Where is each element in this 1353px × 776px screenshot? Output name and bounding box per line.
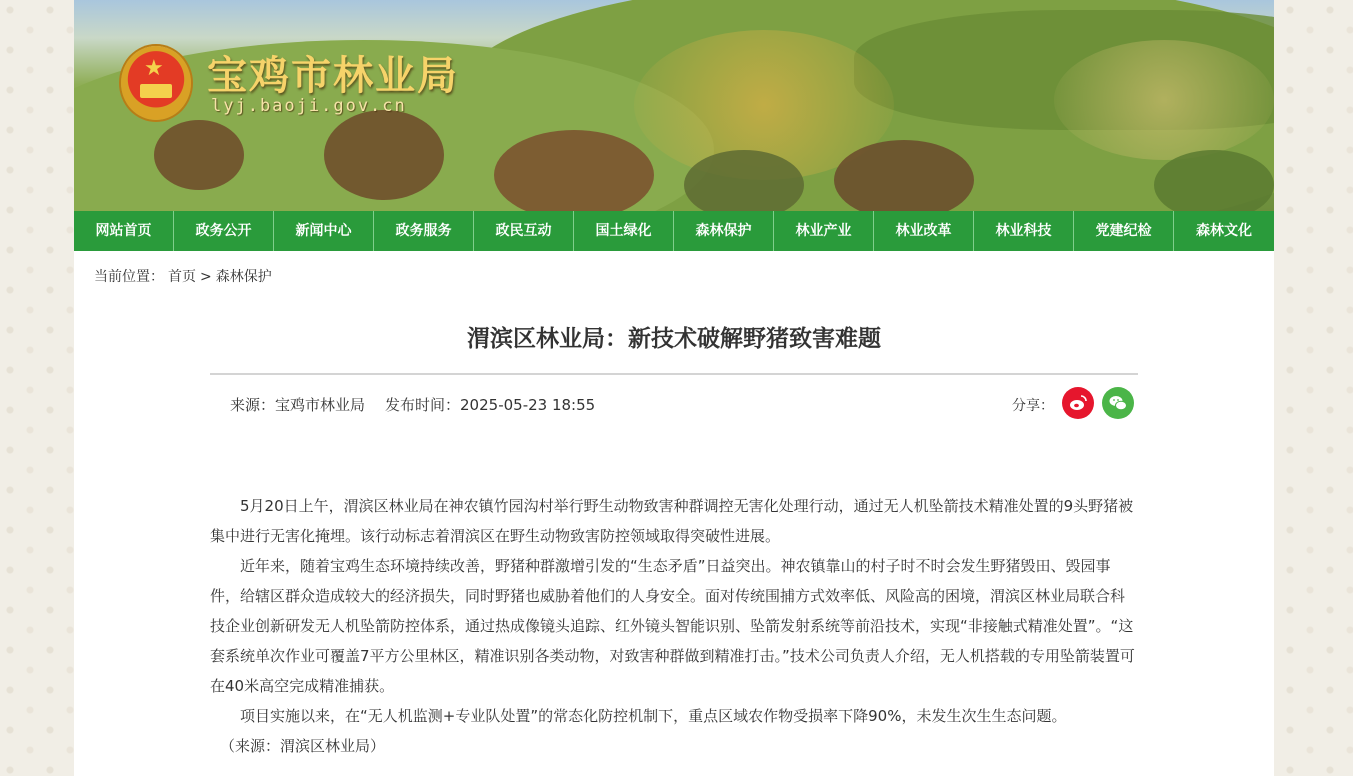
article-paragraph: 5月20日上午，渭滨区林业局在神农镇竹园沟村举行野生动物致害种群调控无害化处理行动，通过无人机坠箭技术精准处置的9头野猪被集中进行无害化掩埋。该行动标志着渭滨区在野生动物致害防控领域取得突破性进展。 (210, 497, 1134, 545)
national-emblem-icon: ★ (121, 46, 191, 120)
wechat-share-button[interactable] (1102, 387, 1134, 419)
article-paragraph: 项目实施以来，在“无人机监测+专业队处置”的常态化防控机制下，重点区域农作物受损率下降90%，未发生次生生态问题。 (240, 707, 1067, 725)
breadcrumb-home[interactable]: 首页 (168, 269, 196, 285)
article-meta (230, 394, 595, 415)
article-body (210, 491, 1138, 761)
article-source-note: （来源：渭滨区林业局） (220, 737, 386, 755)
header-banner (74, 0, 1274, 211)
nav-item-government-services[interactable]: 政务服务 (374, 211, 474, 251)
article-title: 渭滨区林业局：新技术破解野猪致害难题 (467, 326, 881, 352)
site-domain: lyj.baoji.gov.cn (211, 96, 407, 116)
nav-item-forestry-industry[interactable]: 林业产业 (774, 211, 874, 251)
site-name[interactable]: 宝鸡市林业局 (207, 53, 459, 99)
wechat-icon (1108, 393, 1128, 413)
nav-item-land-greening[interactable]: 国土绿化 (574, 211, 674, 251)
share-label: 分享： (1012, 398, 1054, 414)
nav-item-government-affairs[interactable]: 政务公开 (174, 211, 274, 251)
nav-item-forest-culture[interactable]: 森林文化 (1196, 223, 1252, 239)
nav-item-party-discipline[interactable]: 党建纪检 (1074, 211, 1174, 251)
breadcrumb-prefix: 当前位置： (94, 269, 164, 285)
page-container (74, 0, 1274, 776)
article-source: 来源：宝鸡市林业局 (230, 396, 366, 414)
title-divider (210, 373, 1138, 375)
nav-item-forestry-tech[interactable]: 林业科技 (974, 211, 1074, 251)
article-paragraph: 近年来，随着宝鸡生态环境持续改善，野猪种群激增引发的“生态矛盾”日益突出。神农镇靠山的村子时不时会发生野猪毁田、毁园事件，给辖区群众造成较大的经济损失，同时野猪也威胁着他们的人身安全。面对传统围捕方式效率低、风险高的困境，渭滨区林业局联合科技企业创新研发无人机坠箭防控体系，通过热成像镜头追踪、红外镜头智能识别、坠箭发射系统等前沿技术，实现“非接触式精准处置”。“这套系统单次作业可覆盖7平方公里林区，精准识别各类动物，对致害种群做到精准打击。”技术公司负责人介绍，无人机搭载的专用坠箭装置可在40米高空完成精准捕获。 (210, 557, 1135, 695)
main-nav (74, 211, 1274, 251)
weibo-share-button[interactable] (1062, 387, 1094, 419)
breadcrumb (94, 266, 276, 286)
nav-item-forest-protection[interactable]: 森林保护 (674, 211, 774, 251)
nav-item-forestry-reform[interactable]: 林业改革 (874, 211, 974, 251)
breadcrumb-separator: > (200, 269, 212, 285)
nav-item-home[interactable]: 网站首页 (74, 211, 174, 251)
breadcrumb-current[interactable]: 森林保护 (215, 269, 272, 285)
nav-item-news-center[interactable]: 新闻中心 (274, 211, 374, 251)
weibo-icon (1068, 393, 1088, 413)
article-publish-time: 发布时间：2025-05-23 18:55 (385, 396, 596, 414)
nav-item-interaction[interactable]: 政民互动 (474, 211, 574, 251)
